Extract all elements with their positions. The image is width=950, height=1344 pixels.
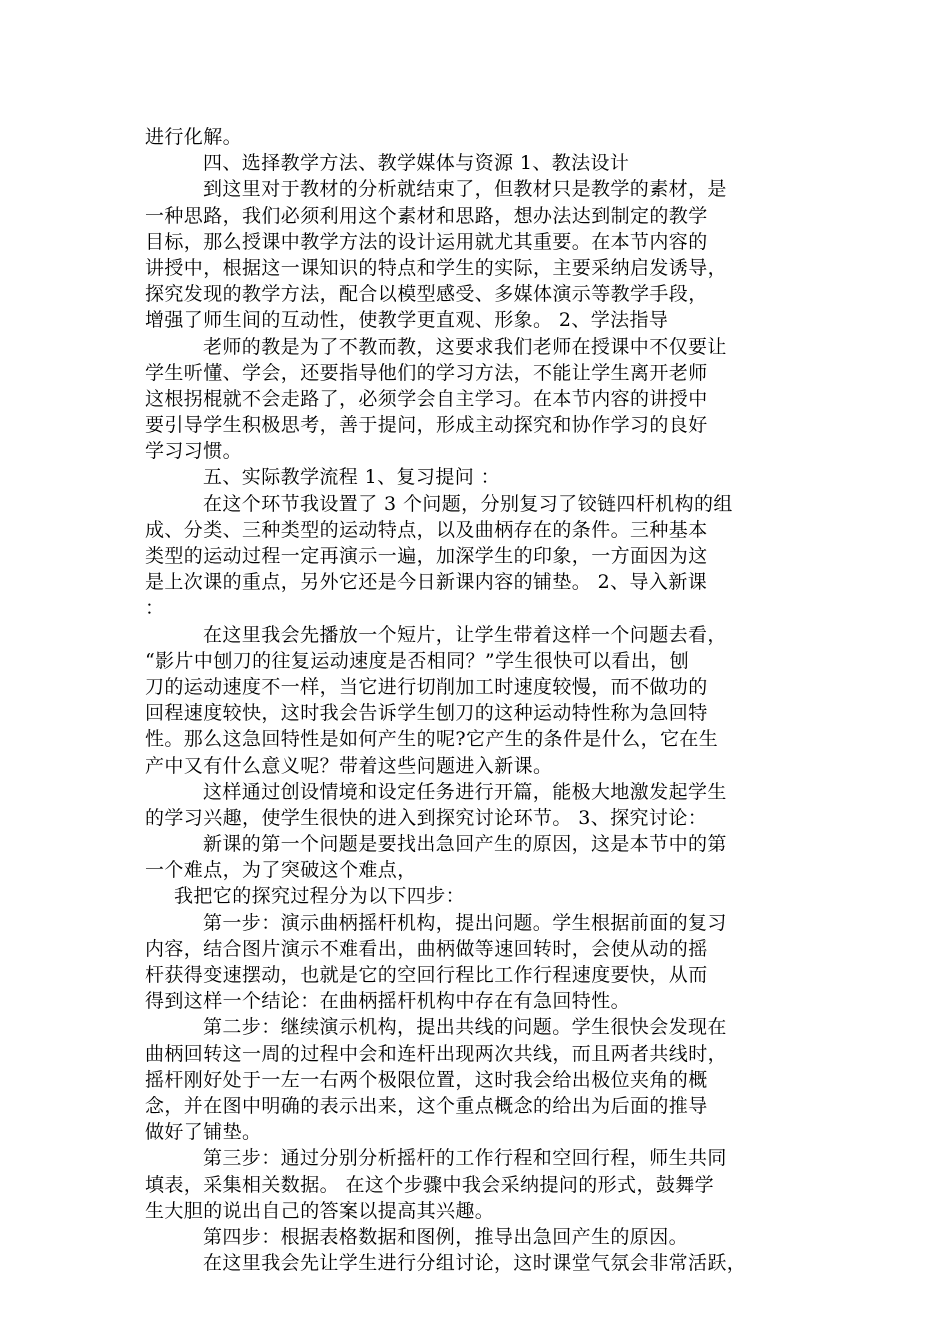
text-line: 回程速度较快，这时我会告诉学生刨刀的这种运动特性称为急回特	[145, 702, 708, 725]
text-line: 新课的第一个问题是要找出急回产生的原因，这是本节中的第	[203, 833, 727, 856]
text-line: 生大胆的说出自己的答案以提高其兴趣。	[145, 1199, 495, 1222]
text-line: 到这里对于教材的分析就结束了，但教材只是教学的素材，是	[203, 178, 727, 201]
text-line: 刀的运动速度不一样，当它进行切削加工时速度较慢，而不做功的	[145, 675, 708, 698]
text-line: 第二步：继续演示机构，提出共线的问题。学生很快会发现在	[203, 1016, 727, 1039]
text-line: 一种思路，我们必须利用这个素材和思路，想办法达到制定的教学	[145, 204, 708, 227]
text-line: 第一步：演示曲柄摇杆机构，提出问题。学生根据前面的复习	[203, 911, 727, 934]
text-line: 杆获得变速摆动，也就是它的空回行程比工作行程速度要快，从而	[145, 964, 708, 986]
text-line: 进行化解。	[145, 126, 243, 148]
text-line: 成、分类、三种类型的运动特点，以及曲柄存在的条件。三种基本	[145, 518, 708, 541]
text-line: 内容，结合图片演示不难看出，曲柄做等速回转时，会使从动的摇	[145, 937, 708, 960]
text-line: 类型的运动过程一定再演示一遍，加深学生的印象，一方面因为这	[145, 545, 708, 567]
text-line: 老师的教是为了不教而教，这要求我们老师在授课中不仅要让	[203, 335, 727, 358]
text-line: 在这里我会先让学生进行分组讨论，这时课堂气氛会非常活跃，	[203, 1252, 747, 1275]
text-line: 学习习惯。	[145, 440, 243, 463]
text-line: 五、实际教学流程 1、复习提问 ：	[203, 466, 500, 489]
text-line: 探究发现的教学方法，配合以模型感受、多媒体演示等教学手段，	[145, 283, 708, 306]
text-line: 的学习兴趣，使学生很快的进入到探究讨论环节。 3、探究讨论：	[145, 806, 708, 829]
text-line: 在这里我会先播放一个短片，让学生带着这样一个问题去看，	[203, 623, 727, 646]
text-line: ：	[145, 597, 165, 620]
text-line: 讲授中，根据这一课知识的特点和学生的实际，主要采纳启发诱导，	[145, 256, 728, 279]
text-line: 得到这样一个结论：在曲柄摇杆机构中存在有急回特性。	[145, 990, 631, 1013]
text-line: 是上次课的重点，另外它还是今日新课内容的铺垫。 2、导入新课	[145, 571, 708, 594]
text-line: 念，并在图中明确的表示出来，这个重点概念的给出为后面的推导	[145, 1094, 708, 1117]
text-line: 增强了师生间的互动性，使教学更直观、形象。 2、学法指导	[145, 309, 669, 332]
text-line: 在这个环节我设置了 3 个问题，分别复习了铰链四杆机构的组	[203, 492, 733, 515]
document-page	[145, 124, 813, 1276]
text-line: 要引导学生积极思考，善于提问，形成主动探究和协作学习的良好	[145, 414, 708, 437]
text-line: 第三步：通过分别分析摇杆的工作行程和空回行程，师生共同	[203, 1147, 727, 1170]
text-line: 一个难点，为了突破这个难点，	[145, 859, 417, 882]
text-line: 目标，那么授课中教学方法的设计运用就尤其重要。在本节内容的	[145, 230, 708, 253]
text-line: 摇杆刚好处于一左一右两个极限位置，这时我会给出极位夹角的概	[145, 1068, 708, 1091]
text-line: 我把它的探究过程分为以下四步：	[174, 885, 466, 908]
text-line: 四、选择教学方法、教学媒体与资源 1、教法设计	[203, 152, 630, 175]
text-line: 这样通过创设情境和设定任务进行开篇，能极大地激发起学生	[203, 780, 727, 803]
text-line: 曲柄回转这一周的过程中会和连杆出现两次共线，而且两者共线时，	[145, 1042, 728, 1065]
text-line: 性。那么这急回特性是如何产生的呢?它产生的条件是什么，它在生	[145, 728, 719, 751]
text-line: “影片中刨刀的往复运动速度是否相同？”学生很快可以看出，刨	[145, 649, 690, 672]
text-line: 第四步：根据表格数据和图例，推导出急回产生的原因。	[203, 1225, 689, 1248]
text-line: 做好了铺垫。	[145, 1121, 262, 1144]
text-line: 产中又有什么意义呢？带着这些问题进入新课。	[145, 754, 553, 777]
document-body	[145, 124, 813, 1276]
text-line: 填表，采集相关数据。 在这个步骤中我会采纳提问的形式，鼓舞学	[145, 1173, 715, 1196]
text-line: 学生听懂、学会，还要指导他们的学习方法，不能让学生离开老师	[145, 361, 708, 384]
text-line: 这根拐棍就不会走路了，必须学会自主学习。在本节内容的讲授中	[145, 387, 708, 410]
